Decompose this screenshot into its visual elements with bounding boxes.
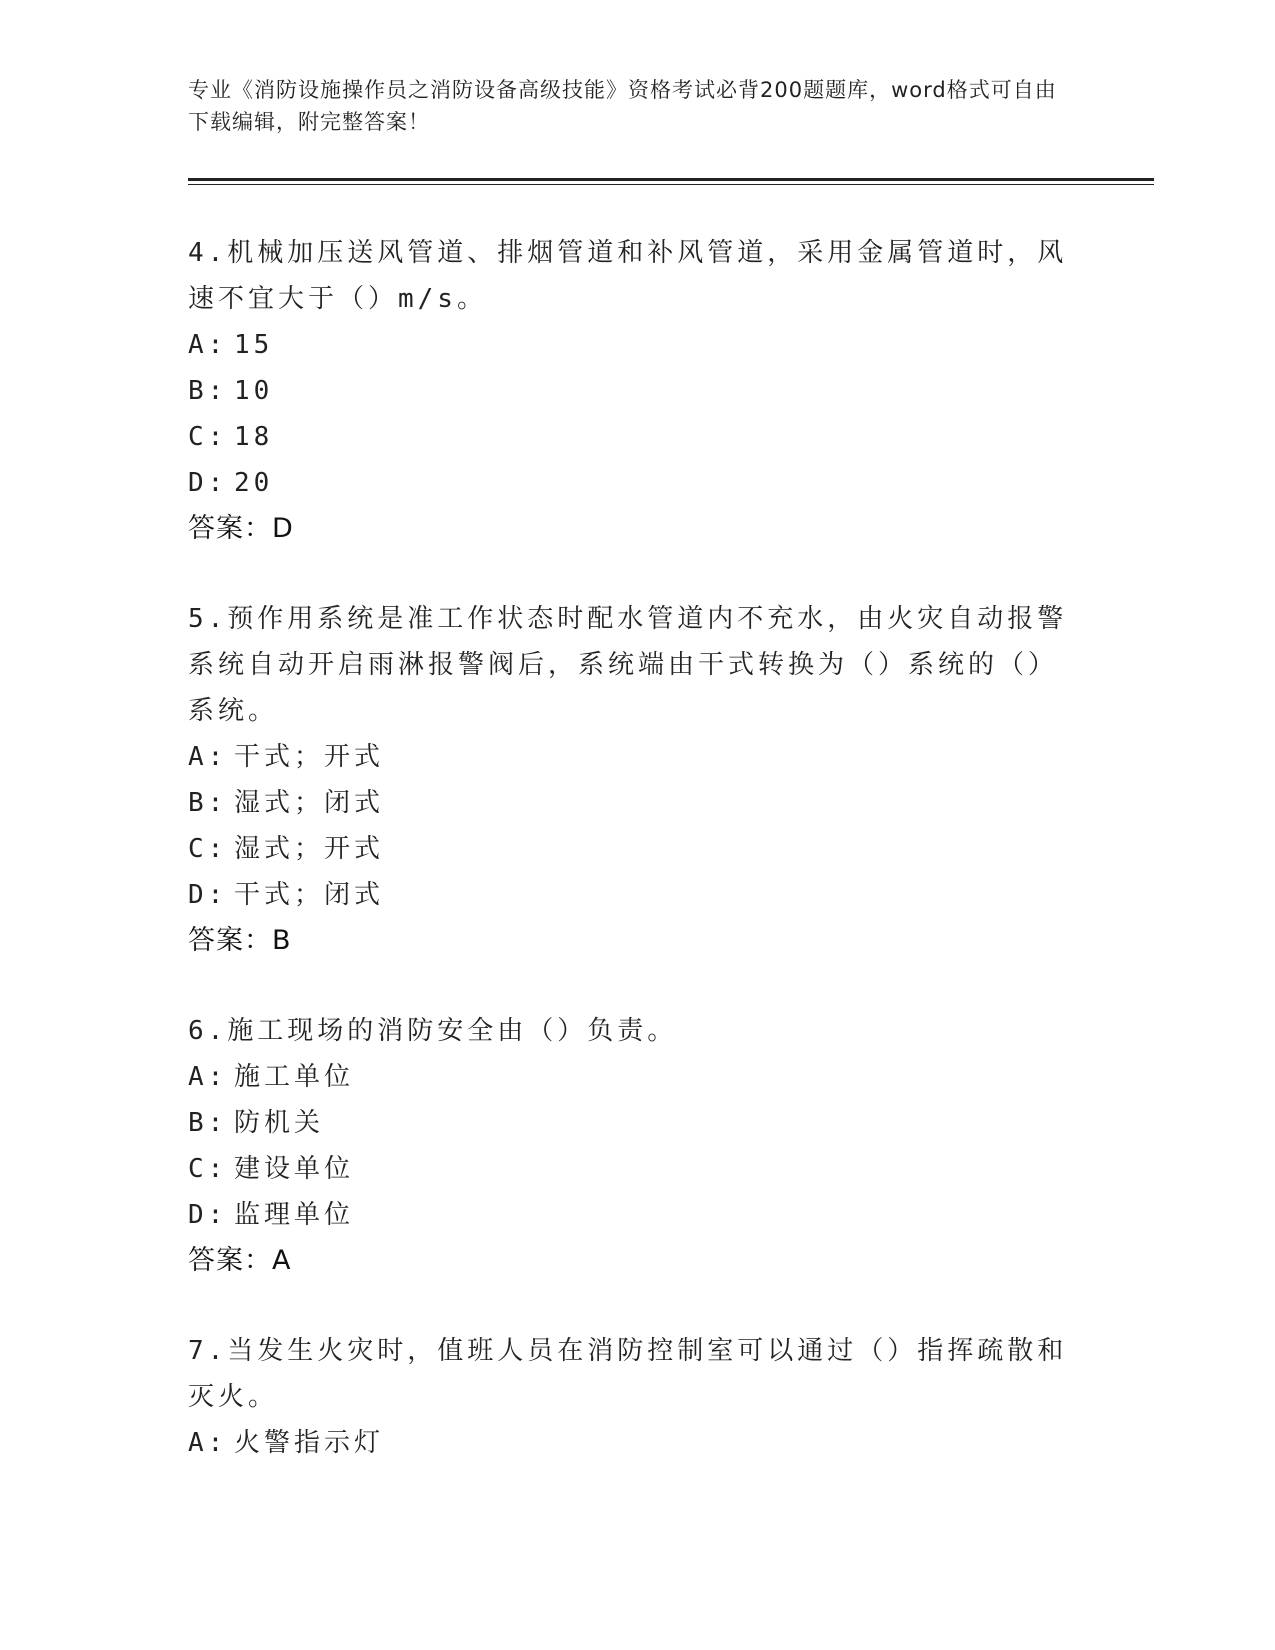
option-letter: D:	[188, 1200, 228, 1230]
option-text: 施工单位	[234, 1062, 355, 1092]
option-text: 湿式；闭式	[234, 788, 385, 818]
question-stem: 4.机械加压送风管道、排烟管道和补风管道，采用金属管道时，风速不宜大于（）m/s。	[188, 238, 1068, 314]
option-a	[188, 322, 1068, 368]
option-a	[188, 1420, 1068, 1466]
option-c	[188, 826, 1068, 872]
option-text: 18	[234, 422, 274, 452]
option-letter: B:	[188, 788, 228, 818]
option-text: 湿式；开式	[234, 834, 385, 864]
option-a	[188, 1054, 1068, 1100]
option-letter: A:	[188, 1428, 228, 1458]
option-b	[188, 368, 1068, 414]
option-text: 监理单位	[234, 1200, 355, 1230]
option-text: 10	[234, 376, 274, 406]
option-letter: D:	[188, 880, 228, 910]
option-letter: B:	[188, 376, 228, 406]
document-header: 专业《消防设施操作员之消防设备高级技能》资格考试必背200题题库，word格式可自由下载编辑，附完整答案！	[188, 78, 1057, 134]
option-b	[188, 780, 1068, 826]
option-c	[188, 1146, 1068, 1192]
option-letter: C:	[188, 422, 228, 452]
header-rule-thin	[188, 184, 1154, 185]
question-stem: 6.施工现场的消防安全由（）负责。	[188, 1016, 678, 1046]
option-letter: B:	[188, 1108, 228, 1138]
option-text: 20	[234, 468, 274, 498]
option-a	[188, 734, 1068, 780]
answer-line: 答案：B	[188, 925, 292, 956]
answer-line: 答案：D	[188, 513, 294, 544]
answer-line: 答案：A	[188, 1245, 292, 1276]
question-item	[188, 230, 1068, 552]
question-list	[188, 230, 1068, 1510]
option-text: 干式；闭式	[234, 880, 385, 910]
option-letter: A:	[188, 1062, 228, 1092]
question-stem: 7.当发生火灾时，值班人员在消防控制室可以通过（）指挥疏散和灭火。	[188, 1336, 1068, 1412]
question-item	[188, 1008, 1068, 1284]
option-text: 15	[234, 330, 274, 360]
option-letter: A:	[188, 330, 228, 360]
question-stem: 5.预作用系统是准工作状态时配水管道内不充水，由火灾自动报警系统自动开启雨淋报警阀后，系统端由干式转换为（）系统的（）系统。	[188, 604, 1068, 726]
option-text: 火警指示灯	[234, 1428, 385, 1458]
option-letter: C:	[188, 1154, 228, 1184]
option-letter: D:	[188, 468, 228, 498]
option-letter: A:	[188, 742, 228, 772]
option-d	[188, 1192, 1068, 1238]
option-text: 防机关	[234, 1108, 325, 1138]
option-d	[188, 460, 1068, 506]
option-letter: C:	[188, 834, 228, 864]
option-text: 干式；开式	[234, 742, 385, 772]
question-item	[188, 596, 1068, 964]
option-c	[188, 414, 1068, 460]
option-b	[188, 1100, 1068, 1146]
option-text: 建设单位	[234, 1154, 355, 1184]
question-item	[188, 1328, 1068, 1466]
header-rule-thick	[188, 178, 1154, 181]
option-d	[188, 872, 1068, 918]
